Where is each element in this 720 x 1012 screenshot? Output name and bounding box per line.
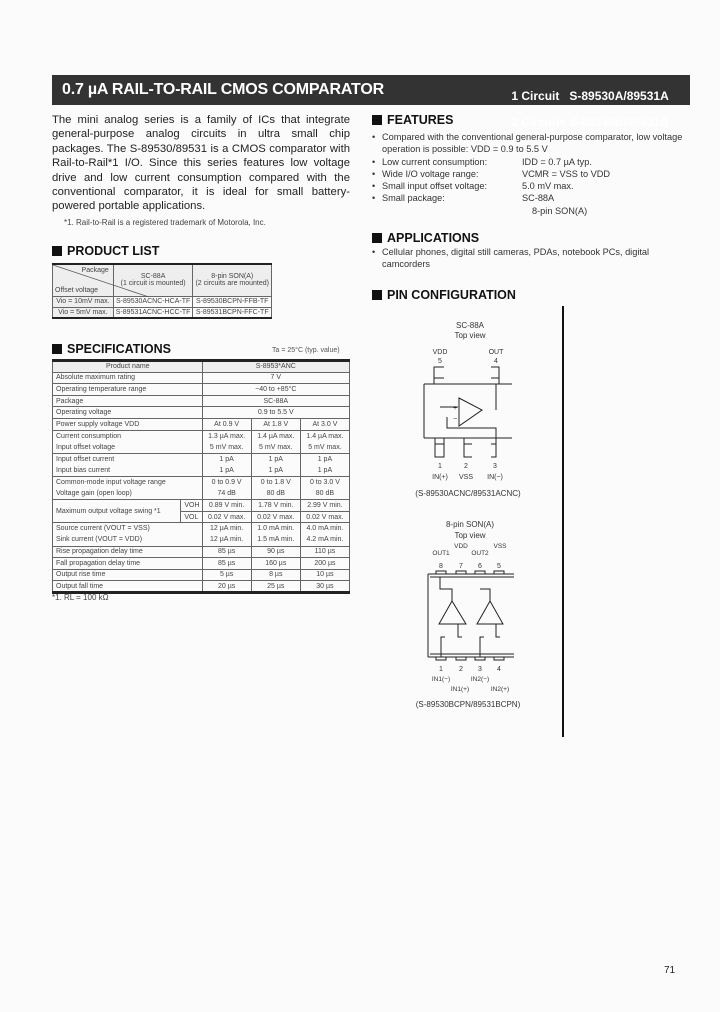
svg-text:IN(−): IN(−) bbox=[487, 474, 503, 481]
svg-text:1: 1 bbox=[439, 666, 443, 673]
svg-text:Top view: Top view bbox=[454, 531, 486, 540]
svg-text:1: 1 bbox=[438, 463, 442, 470]
svg-text:IN(+): IN(+) bbox=[432, 474, 448, 481]
svg-text:OUT2: OUT2 bbox=[471, 550, 489, 557]
list-item: • Wide I/O voltage range: VCMR = VSS to VDD bbox=[372, 168, 690, 180]
sc88a-diagram bbox=[415, 321, 521, 498]
svg-text:+: + bbox=[452, 405, 458, 412]
svg-text:6: 6 bbox=[478, 563, 482, 570]
specifications-heading: SPECIFICATIONS bbox=[52, 342, 171, 356]
table-row: Output fall time 20 µs 25 µs 30 µs bbox=[53, 581, 350, 593]
list-item: • Small input offset voltage: 5.0 mV max. bbox=[372, 180, 690, 192]
svg-text:3: 3 bbox=[493, 463, 497, 470]
features-heading: FEATURES bbox=[372, 113, 453, 127]
svg-text:(S-89530BCPN/89531BCPN): (S-89530BCPN/89531BCPN) bbox=[415, 700, 521, 709]
applications-heading: APPLICATIONS bbox=[372, 231, 479, 245]
svg-text:OUT1: OUT1 bbox=[432, 550, 450, 557]
specifications-table: Product name S-8953*ANC Absolute maximum rating 7 V Operating temperature range −40 to +85°C Package SC-88A Operating voltage 0.9 to 5.5 V Power supply voltage VDD At 0.9 V At 1.8 V At 3.0 V Current consumption 1.3 µA max. 1.4 µA max. 1.4 µA max. Input offset voltage 5 mV max. 5 mV max. 5 mV max. Input offset current 1 pA 1 pA 1 pA Input bias current 1 pA 1 pA 1 pA Common-mode input voltage range 0 to 0.9 V 0 to 1.8 V 0 to 3.0 V Voltage gain (open loop) 74 dB 80 dB 80 dB Maximum output voltage swing *1 VOH 0.89 V min. 1.78 V min. 2.99 V min. VOL 0.02 V max. 0.02 V max. 0.02 V max. Source current (VOUT = VSS) 12 µA min. 1.0 mA min. 4.0 mA min. Sink current (VOUT = VDD) 12 µA min. 1.5 mA min. 4.2 mA min. Rise propagation delay time 85 µs 90 µs 110 µs Fall propagation delay time 85 µs 160 µs 200 µs Output rise time 5 µs 8 µs 10 µs Output fall time 20 µs 25 µs 30 µs bbox=[52, 359, 350, 594]
svg-text:IN2(−): IN2(−) bbox=[470, 676, 490, 683]
table-row: Source current (VOUT = VSS) 12 µA min. 1.0 mA min. 4.0 mA min. bbox=[53, 523, 350, 535]
list-item: • Compared with the conventional general-purpose comparator, low voltage operation is possible: VDD = 0.9 to 5.5 V bbox=[372, 131, 690, 156]
svg-text:VDD: VDD bbox=[432, 349, 448, 356]
svg-text:Top view: Top view bbox=[454, 331, 486, 340]
table-row: Input bias current 1 pA 1 pA 1 pA bbox=[53, 465, 350, 477]
product-list-heading: PRODUCT LIST bbox=[52, 244, 159, 258]
svg-text:5: 5 bbox=[497, 563, 501, 570]
list-item: • Cellular phones, digital still cameras, PDAs, notebook PCs, digital camcorders bbox=[372, 246, 690, 271]
svg-text:VDD: VDD bbox=[454, 543, 468, 550]
svg-text:4: 4 bbox=[494, 358, 498, 365]
table-row: Current consumption 1.3 µA max. 1.4 µA max. 1.4 µA max. bbox=[53, 430, 350, 442]
page-title: 0.7 µA RAIL-TO-RAIL CMOS COMPARATOR bbox=[62, 81, 384, 98]
svg-text:5: 5 bbox=[438, 358, 442, 365]
svg-text:8: 8 bbox=[439, 563, 443, 570]
table-row: Input offset current 1 pA 1 pA 1 pA bbox=[53, 453, 350, 465]
intro-footnote: *1. Rail-to-Rail is a registered trademark of Motorola, Inc. bbox=[64, 217, 266, 227]
table-row: Common-mode input voltage range 0 to 0.9 V 0 to 1.8 V 0 to 3.0 V bbox=[53, 476, 350, 488]
list-item: • Low current consumption: IDD = 0.7 µA typ. bbox=[372, 156, 690, 168]
svg-text:−: − bbox=[452, 416, 458, 423]
svg-text:VSS: VSS bbox=[493, 543, 507, 550]
table-row: Sink current (VOUT = VDD) 12 µA min. 1.5 mA min. 4.2 mA min. bbox=[53, 534, 350, 546]
svg-text:IN1(−): IN1(−) bbox=[431, 676, 451, 683]
col-sc88a: SC-88A (1 circuit is mounted) bbox=[113, 264, 193, 296]
table-row: Rise propagation delay time 85 µs 90 µs 110 µs bbox=[53, 546, 350, 558]
svg-text:4: 4 bbox=[497, 666, 501, 673]
svg-text:IN1(+): IN1(+) bbox=[450, 686, 470, 693]
svg-text:8-pin SON(A): 8-pin SON(A) bbox=[445, 520, 495, 529]
spec-footnote: *1. RL = 100 kΩ bbox=[52, 593, 109, 602]
table-row: Input offset voltage 5 mV max. 5 mV max. 5 mV max. bbox=[53, 442, 350, 454]
svg-text:IN2(+): IN2(+) bbox=[490, 686, 510, 693]
table-row: Maximum output voltage swing *1 VOH 0.89 V min. 1.78 V min. 2.99 V min. bbox=[53, 500, 350, 512]
intro-paragraph: The mini analog series is a family of ICs that integrate general-purpose analog circuits in ultra small chip packages. The S-89530/89531 is a CMOS comparator with Rail-to-Rail*1 I/O. Since this series features low voltage drive and low current consumption compared with the conventional comparator, it is ideal for small battery-powered portable applications. bbox=[52, 114, 350, 213]
list-item: • Small package: SC-88A bbox=[372, 192, 690, 204]
table-row: Vio = 5mV max. S-89531ACNC-HCC-TF S-89531BCPN-FFC-TF bbox=[53, 307, 272, 318]
corner-cell: Package Offset voltage bbox=[53, 264, 114, 296]
table-row: Fall propagation delay time 85 µs 160 µs 200 µs bbox=[53, 558, 350, 570]
son8-diagram bbox=[416, 520, 521, 709]
svg-text:2: 2 bbox=[459, 666, 463, 673]
svg-text:3: 3 bbox=[478, 666, 482, 673]
table-row: VOL 0.02 V max. 0.02 V max. 0.02 V max. bbox=[53, 511, 350, 523]
svg-text:SC-88A: SC-88A bbox=[455, 321, 485, 330]
table-row: Voltage gain (open loop) 74 dB 80 dB 80 dB bbox=[53, 488, 350, 500]
page-number: 71 bbox=[664, 965, 676, 976]
col-son: 8-pin SON(A) (2 circuits are mounted) bbox=[193, 264, 272, 296]
list-item: 8-pin SON(A) bbox=[532, 205, 588, 216]
table-row: Vio = 10mV max. S-89530ACNC-HCA-TF S-89530BCPN-FFB-TF bbox=[53, 296, 272, 307]
svg-text:7: 7 bbox=[459, 563, 463, 570]
svg-text:2: 2 bbox=[464, 463, 468, 470]
svg-text:OUT: OUT bbox=[488, 349, 504, 356]
pin-configuration-heading: PIN CONFIGURATION bbox=[372, 288, 516, 302]
spec-condition: Ta = 25°C (typ. value) bbox=[272, 347, 340, 354]
svg-text:(S-89530ACNC/89531ACNC): (S-89530ACNC/89531ACNC) bbox=[415, 489, 521, 498]
svg-text:VSS: VSS bbox=[458, 474, 474, 481]
table-row: Output rise time 5 µs 8 µs 10 µs bbox=[53, 569, 350, 581]
circuit-variants: 1 Circuit S-89530A/89531A 2 Circuits S-89530B/89531B bbox=[511, 89, 669, 129]
